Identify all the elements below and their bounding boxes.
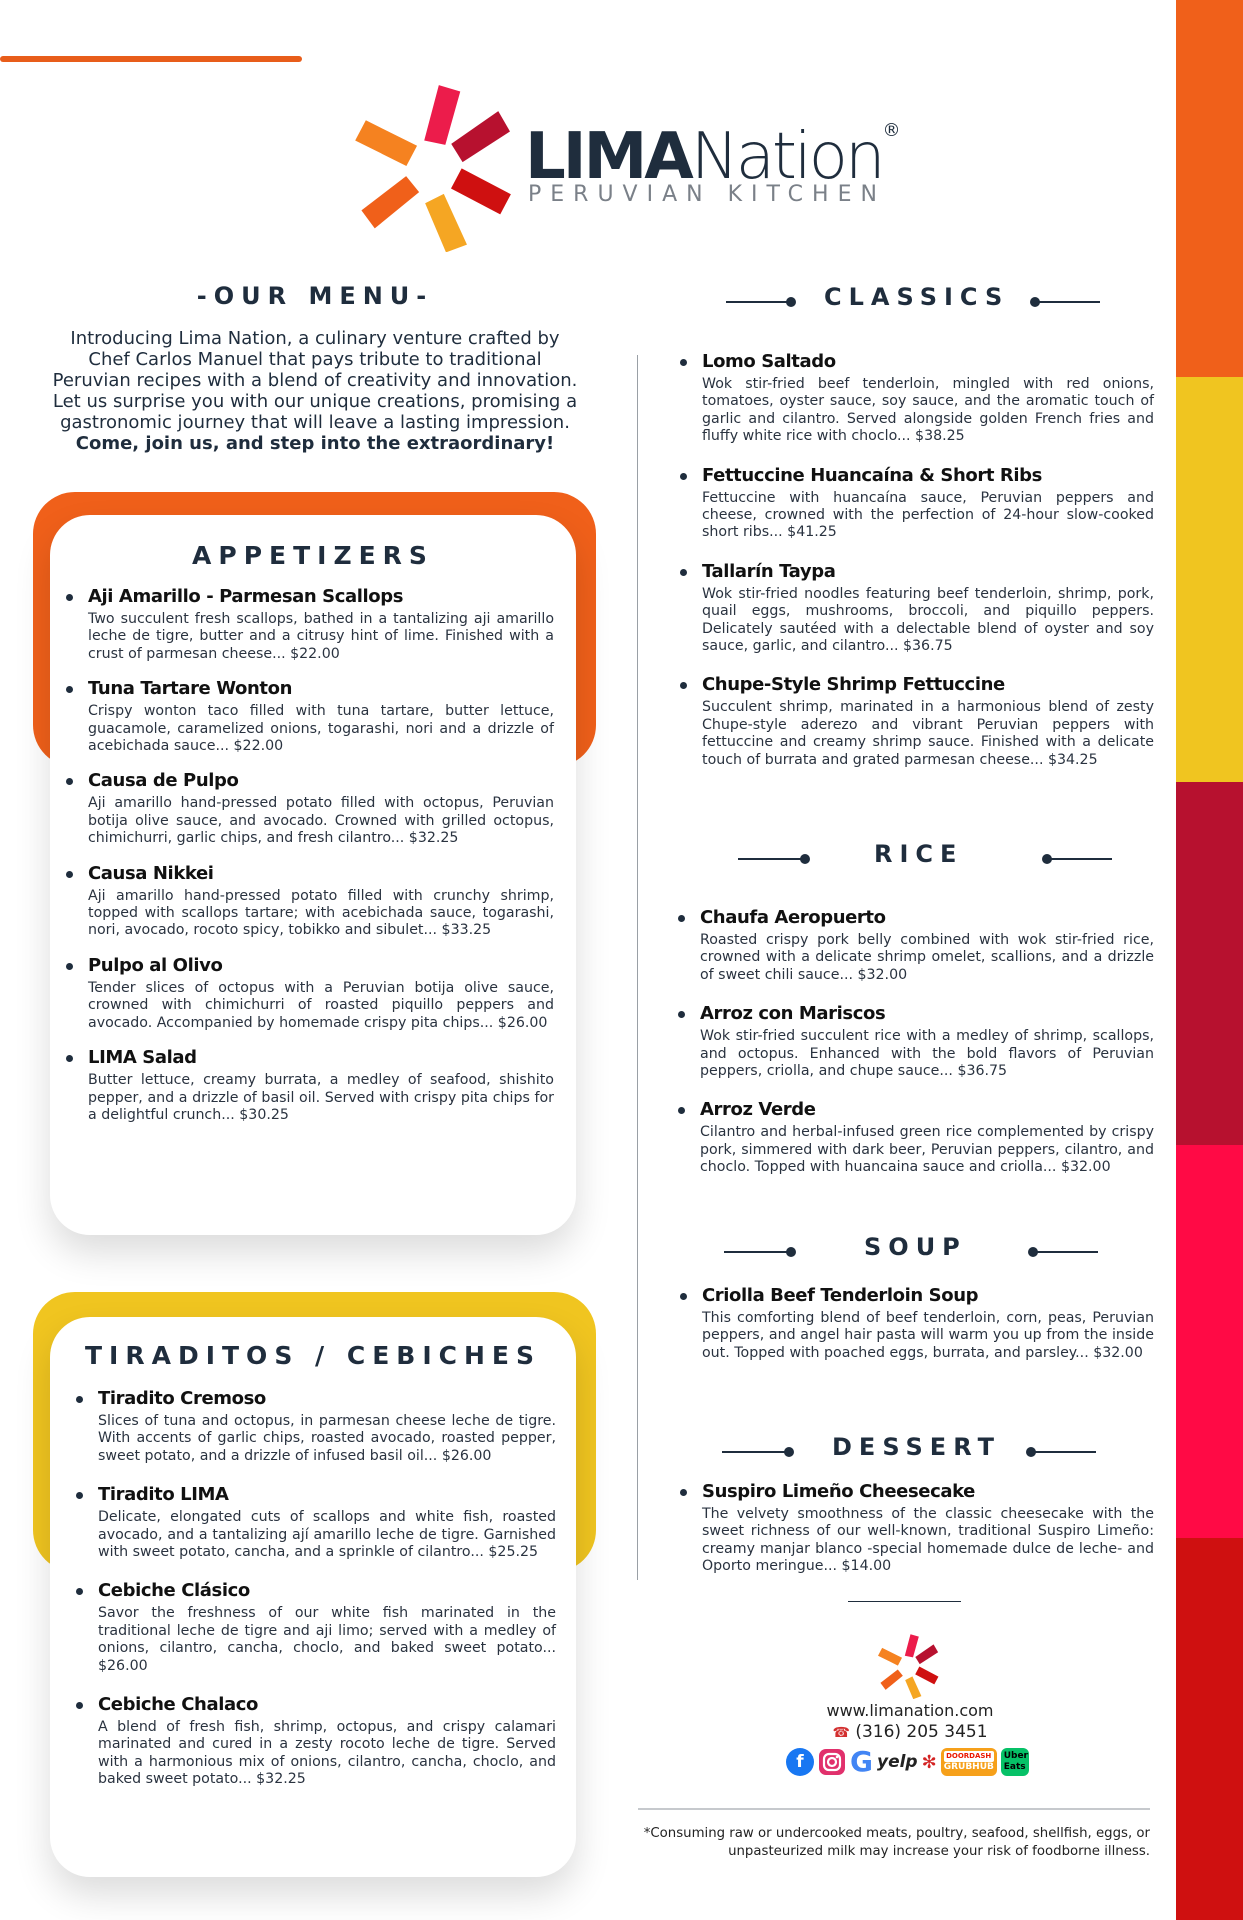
menu-item [62, 677, 554, 755]
stripe-crimson [1176, 782, 1243, 1145]
item-name: Aji Amarillo - Parmesan Scallops [88, 586, 404, 607]
heading-line-right [1036, 301, 1100, 303]
dessert-title: DESSERT [832, 1433, 1001, 1461]
heading-line-right [1034, 1251, 1098, 1253]
item-name: Tiradito LIMA [98, 1484, 229, 1506]
item-desc: A blend of fresh fish, shrimp, octopus, and crispy calamari marinated and cured in a zesty rocoto leche de tigre. Served with a harmonious mix of onions, cilantro, cancha, choclo, and baked sweet potato... $32.25 [98, 1719, 556, 1788]
ubereats-icon[interactable] [1001, 1748, 1029, 1776]
item-name: Tuna Tartare Wonton [88, 678, 293, 700]
disclaimer-line: unpasteurized milk may increase your risk of foodborne illness. [728, 1844, 1150, 1859]
item-name: Arroz Verde [700, 1099, 816, 1121]
heading-line-left [738, 858, 802, 860]
item-desc: Tender slices of octopus with a Peruvian botija olive sauce, crowned with chimichurri of roasted piquillo peppers and avocado. Accompanied by homemade crispy pita chips... $26.00 [88, 979, 554, 1031]
heading-dot-left [786, 1247, 796, 1257]
item-desc: Two succulent fresh scallops, bathed in a tantalizing aji amarillo leche de tigre, butter and a citrusy hint of lime. Finished with a crust of parmesan cheese... $22.00 [88, 611, 554, 662]
stripe-orange [1176, 0, 1243, 377]
tiraditos-list [72, 1387, 556, 1803]
yelp-burst-icon: ✻ [921, 1751, 937, 1773]
menu-item [676, 560, 1154, 656]
ubereats-label-2: Eats [1003, 1762, 1026, 1772]
item-desc: The velvety smoothness of the classic cheesecake with the sweet richness of our well-known, traditional Suspiro Limeño: creamy manjar blanco -special homemade dulce de leche- and Oporto meringue... $14.00 [702, 1506, 1154, 1575]
soup-heading [724, 1233, 1098, 1273]
classics-title: CLASSICS [824, 283, 1010, 311]
menu-item [674, 1098, 1154, 1176]
our-menu-heading: -OUR MENU- [196, 282, 434, 310]
stripe-pink [1176, 1145, 1243, 1538]
item-name: LIMA Salad [88, 1047, 197, 1069]
intro-line: Chef Carlos Manuel that pays tribute to traditional [88, 349, 542, 370]
heading-dot-left [784, 1447, 794, 1457]
heading-line-left [724, 1251, 788, 1253]
brand-logo [350, 82, 910, 252]
item-name: Tallarín Taypa [702, 560, 836, 582]
menu-item [72, 1693, 556, 1789]
classics-list [676, 350, 1154, 783]
item-desc: Slices of tuna and octopus, in parmesan cheese leche de tigre. With accents of garlic chips, roasted avocado, roasted pepper, sweet potato, and a drizzle of infused basil oil... $26.00 [98, 1413, 556, 1464]
intro-line: Peruvian recipes with a blend of creativity and innovation. [52, 370, 578, 391]
heading-line-right [1048, 858, 1112, 860]
menu-item [676, 673, 1154, 769]
item-desc: Aji amarillo hand-pressed potato filled with octopus, Peruvian botija olive sauce, and avocado. Crowned with grilled octopus, chimichurri, garlic chips, and fresh cilantro... $32.25 [88, 795, 554, 847]
appetizers-list [62, 585, 554, 1138]
side-color-stripes [1176, 0, 1243, 1920]
soup-list [676, 1284, 1154, 1376]
intro-line: gastronomic journey that will leave a lasting impression. [60, 412, 570, 433]
grubhub-label: GRUBHUB [943, 1762, 994, 1772]
heading-line-right [1032, 1451, 1096, 1453]
menu-item [676, 1284, 1154, 1362]
classics-heading [726, 283, 1100, 323]
column-divider [637, 355, 638, 1580]
rice-title: RICE [874, 840, 964, 868]
doordash-grubhub-icon[interactable] [941, 1748, 997, 1776]
website-link[interactable]: www.limanation.com [826, 1701, 994, 1720]
item-name: Arroz con Mariscos [700, 1003, 886, 1025]
footer-short-line [848, 1601, 961, 1602]
intro-line: Let us surprise you with our unique creations, promising a [52, 391, 578, 412]
small-star-logo-icon [876, 1633, 942, 1699]
item-desc: Succulent shrimp, marinated in a harmonious blend of zesty Chupe-style aderezo and vibrant Peruvian peppers with fettuccine and creamy shrimp sauce. Finished with a delicate touch of burrata and grated parmesan cheese... $34.25 [702, 699, 1154, 768]
stripe-red [1176, 1538, 1243, 1920]
food-safety-disclaimer [630, 1825, 1150, 1861]
item-name: Lomo Saltado [702, 351, 836, 372]
menu-item [72, 1579, 556, 1675]
item-name: Criolla Beef Tenderloin Soup [702, 1285, 979, 1306]
appetizers-card [50, 515, 576, 1235]
doordash-label: DOORDASH [944, 1751, 994, 1762]
item-desc: Roasted crispy pork belly combined with wok stir-fried rice, crowned with a delicate shrimp omelet, scallions, and a drizzle of sweet chili sauce... $32.00 [700, 932, 1154, 983]
brand-name-bold: LIMA [525, 120, 691, 194]
soup-title: SOUP [864, 1233, 967, 1261]
phone-icon: ☎ [832, 1725, 850, 1741]
facebook-icon[interactable]: f [786, 1748, 814, 1776]
phone-text: (316) 205 3451 [855, 1722, 988, 1742]
item-desc: Fettuccine with huancaína sauce, Peruvian peppers and cheese, crowned with the perfection of 24-hour slow-cooked short ribs... $41.25 [702, 489, 1154, 541]
menu-item [674, 906, 1154, 984]
google-icon[interactable]: G [850, 1745, 873, 1778]
appetizers-title: APPETIZERS [192, 541, 434, 570]
tiraditos-title: TIRADITOS / CEBICHES [85, 1341, 541, 1370]
item-desc: Wok stir-fried beef tenderloin, mingled with red onions, tomatoes, oyster sauce, soy sauce, and the aromatic touch of garlic and cilantro. Served alongside golden French fries and fluffy white rice with choclo... $38.25 [702, 376, 1154, 445]
item-desc: Wok stir-fried noodles featuring beef tenderloin, shrimp, pork, quail eggs, mushrooms, broccoli, and piquillo peppers. Delicately sautéed with a delectable blend of oyster and soy sauce, garlic, and cilantro... $36.75 [702, 585, 1154, 655]
item-name: Suspiro Limeño Cheesecake [702, 1481, 975, 1502]
item-desc: Aji amarillo hand-pressed potato filled with crunchy shrimp, topped with scallops tartare; with acebichada sauce, togarashi, nori, avocado, rocoto spicy, tobikko and sibulet... $33.25 [88, 887, 554, 939]
item-desc: Cilantro and herbal-infused green rice complemented by crispy pork, simmered with dark beer, Peruvian peppers, cilantro, and choclo. Topped with huancaina sauce and criolla... $32.00 [700, 1124, 1154, 1176]
heading-line-left [726, 301, 788, 303]
social-links [786, 1745, 1029, 1779]
rice-heading [738, 840, 1112, 880]
item-name: Tiradito Cremoso [98, 1388, 266, 1409]
menu-item [674, 1002, 1154, 1080]
stripe-yellow [1176, 377, 1243, 782]
item-desc: Crispy wonton taco filled with tuna tartare, butter lettuce, guacamole, caramelized onions, togarashi, nori and a drizzle of acebichada sauce... $22.00 [88, 703, 554, 755]
intro-tagline: Come, join us, and step into the extraordinary! [75, 433, 555, 454]
star-logo-icon [350, 82, 520, 252]
brand-name-light: Nation [690, 120, 883, 194]
menu-item [62, 862, 554, 940]
item-name: Fettuccine Huancaína & Short Ribs [702, 464, 1042, 486]
rice-list [674, 906, 1154, 1191]
item-name: Cebiche Clásico [98, 1580, 250, 1602]
intro-line: Introducing Lima Nation, a culinary venture crafted by [70, 328, 560, 349]
item-desc: Delicate, elongated cuts of scallops and white fish, roasted avocado, and a tantalizing ají amarillo leche de tigre. Garnished with sweet potato, cancha, and a sprinkle of cilantro... $25.25 [98, 1509, 556, 1561]
menu-item [72, 1387, 556, 1465]
menu-item [62, 954, 554, 1032]
phone-number[interactable] [780, 1722, 1040, 1742]
item-desc: Wok stir-fried succulent rice with a medley of shrimp, scallops, and octopus. Enhanced with the bold flavors of Peruvian peppers, criolla, and chupe sauce... $36.75 [700, 1028, 1154, 1080]
intro-paragraph [30, 328, 600, 454]
item-name: Causa de Pulpo [88, 770, 239, 792]
item-desc: Butter lettuce, creamy burrata, a medley of seafood, shishito pepper, and a drizzle of basil oil. Served with crispy pita chips for a delightful crunch... $30.25 [88, 1072, 554, 1123]
heading-dot-left [800, 854, 810, 864]
menu-item [72, 1483, 556, 1561]
brand-subtitle: PERUVIAN KITCHEN [528, 182, 886, 207]
item-name: Chaufa Aeropuerto [700, 907, 886, 928]
item-desc: This comforting blend of beef tenderloin, corn, peas, Peruvian peppers, and angel hair pasta will warm you up from the inside out. Topped with poached eggs, burrata, and parsley... $32.00 [702, 1310, 1154, 1361]
dessert-list [676, 1480, 1154, 1590]
dessert-heading [722, 1433, 1096, 1473]
item-name: Pulpo al Olivo [88, 954, 223, 976]
top-accent-line [0, 56, 302, 62]
item-name: Cebiche Chalaco [98, 1694, 258, 1716]
instagram-icon[interactable] [818, 1748, 846, 1776]
footer-divider [638, 1808, 1150, 1810]
disclaimer-line: *Consuming raw or undercooked meats, poultry, seafood, shellfish, eggs, or [643, 1826, 1150, 1841]
menu-item [676, 350, 1154, 446]
tiraditos-card [50, 1317, 576, 1877]
menu-item [62, 1046, 554, 1124]
menu-item [62, 769, 554, 847]
menu-item [676, 464, 1154, 542]
yelp-icon[interactable]: yelp [876, 1752, 918, 1772]
item-desc: Savor the freshness of our white fish marinated in the traditional leche de tigre and aji limo; served with a medley of onions, cilantro, cancha, choclo, and baked sweet potato... $26.00 [98, 1605, 556, 1674]
heading-dot-left [786, 297, 796, 307]
ubereats-label-1: Uber [1003, 1751, 1028, 1761]
our-menu-heading-wrap [30, 282, 600, 310]
menu-item [62, 585, 554, 663]
registered-mark: ® [882, 120, 901, 141]
item-name: Chupe-Style Shrimp Fettuccine [702, 674, 1005, 696]
item-name: Causa Nikkei [88, 862, 214, 884]
heading-line-left [722, 1451, 786, 1453]
menu-item [676, 1480, 1154, 1576]
